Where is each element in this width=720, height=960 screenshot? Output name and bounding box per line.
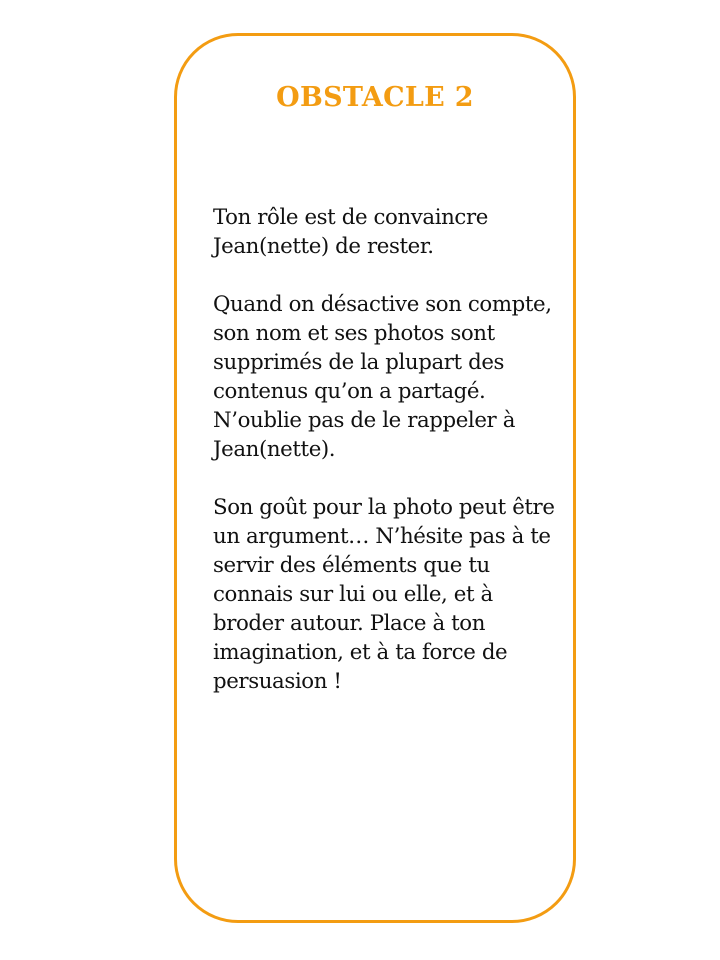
- card-paragraph-argument: Son goût pour la photo peut être un argument… N’hésite pas à te servir des éléments que tu connais sur lui ou elle, et à broder autour. Place à ton imagination, et à ta force de persuasion !: [213, 495, 555, 694]
- card-title: OBSTACLE 2: [276, 82, 474, 113]
- card-body: [213, 203, 558, 725]
- card-paragraph-deactivation: Quand on désactive son compte, son nom et ses photos sont supprimés de la plupart des contenus qu’on a partagé. N’oublie pas de le rappeler à Jean(nette).: [213, 292, 552, 462]
- obstacle-card: [174, 33, 576, 923]
- card-paragraph-role: Ton rôle est de convaincre Jean(nette) de rester.: [213, 205, 488, 259]
